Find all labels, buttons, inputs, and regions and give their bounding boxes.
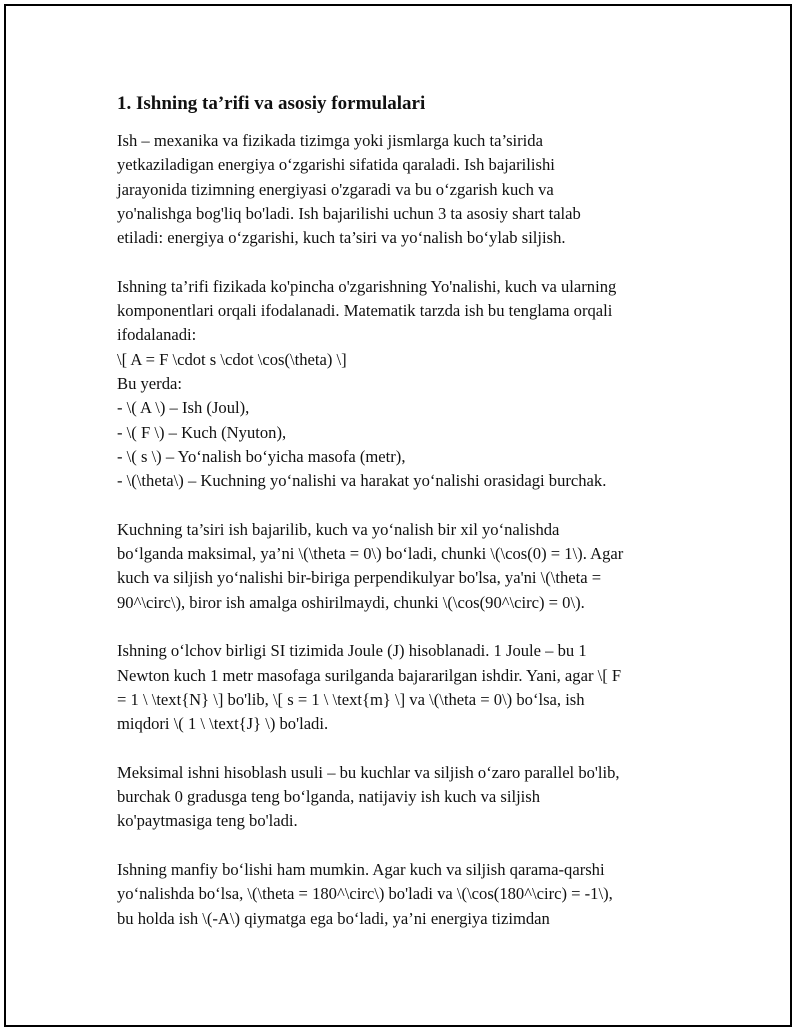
text-line: Meksimal ishni hisoblash usuli – bu kuchlar va siljish o‘zaro parallel bo'lib, bbox=[117, 762, 620, 782]
text-line: jarayonida tizimning energiyasi o'zgaradi va bu o‘zgarish kuch va bbox=[117, 179, 554, 199]
text-line: Ishning ta’rifi fizikada ko'pincha o'zgarishning Yo'nalishi, kuch va ularning bbox=[117, 276, 617, 296]
text-line: \[ A = F \cdot s \cdot \cos(\theta) \] bbox=[117, 349, 347, 369]
paragraph-list bbox=[117, 129, 677, 931]
text-line: komponentlari orqali ifodalanadi. Matematik tarzda ish bu tenglama orqali bbox=[117, 301, 613, 321]
text-line: Newton kuch 1 metr masofaga surilganda bajararilgan ishdir. Yani, agar \[ F bbox=[117, 665, 622, 685]
text-line: - \( F \) – Kuch (Nyuton), bbox=[117, 422, 287, 442]
text-line: Bu yerda: bbox=[117, 373, 182, 393]
paragraph bbox=[117, 518, 677, 615]
paragraph bbox=[117, 761, 677, 834]
text-line: yo'nalishga bog'liq bo'ladi. Ish bajarilishi uchun 3 ta asosiy shart talab bbox=[117, 203, 581, 223]
paragraph bbox=[117, 275, 677, 494]
text-line: - \(\theta\) – Kuchning yo‘nalishi va harakat yo‘nalishi orasidagi burchak. bbox=[117, 471, 607, 491]
text-line: yetkaziladigan energiya o‘zgarishi sifatida qaraladi. Ish bajarilishi bbox=[117, 155, 555, 175]
paragraph bbox=[117, 858, 677, 931]
text-line: burchak 0 gradusga teng bo‘lganda, natijaviy ish kuch va siljish bbox=[117, 787, 541, 807]
text-line: Ishning manfiy bo‘lishi ham mumkin. Agar kuch va siljish qarama-qarshi bbox=[117, 859, 605, 879]
text-line: Ish – mexanika va fizikada tizimga yoki jismlarga kuch ta’sirida bbox=[117, 131, 543, 150]
paragraph bbox=[117, 639, 677, 736]
text-line: Kuchning ta’siri ish bajarilib, kuch va yo‘nalish bir xil yo‘nalishda bbox=[117, 519, 560, 539]
paragraph bbox=[117, 129, 677, 250]
text-line: kuch va siljish yo‘nalishi bir-biriga perpendikulyar bo'lsa, ya'ni \(\theta = bbox=[117, 568, 602, 588]
text-line: yo‘nalishda bo‘lsa, \(\theta = 180^\circ\) bo'ladi va \(\cos(180^\circ) = -1\), bbox=[117, 884, 613, 904]
text-line: = 1 \ \text{N} \] bo'lib, \[ s = 1 \ \text{m} \] va \(\theta = 0\) bo‘lsa, ish bbox=[117, 689, 585, 709]
section-heading: 1. Ishning ta’rifi va asosiy formulalari bbox=[117, 93, 426, 114]
text-line: ifodalanadi: bbox=[117, 325, 197, 345]
text-line: bo‘lganda maksimal, ya’ni \(\theta = 0\) bo‘ladi, chunki \(\cos(0) = 1\). Agar bbox=[117, 544, 624, 564]
text-line: etiladi: energiya o‘zgarishi, kuch ta’siri va yo‘nalish bo‘ylab siljish. bbox=[117, 228, 566, 248]
text-line: 90^\circ\), biror ish amalga oshirilmaydi, chunki \(\cos(90^\circ) = 0\). bbox=[117, 592, 585, 612]
text-line: ko'paytmasiga teng bo'ladi. bbox=[117, 811, 298, 831]
text-line: - \( s \) – Yo‘nalish bo‘yicha masofa (metr), bbox=[117, 446, 406, 466]
text-line: bu holda ish \(-A\) qiymatga ega bo‘ladi, ya’ni energiya tizimdan bbox=[117, 908, 550, 928]
text-line: - \( A \) – Ish (Joul), bbox=[117, 398, 250, 418]
document-body bbox=[117, 92, 677, 955]
text-line: Ishning o‘lchov birligi SI tizimida Joule (J) hisoblanadi. 1 Joule – bu 1 bbox=[117, 641, 587, 661]
text-line: miqdori \( 1 \ \text{J} \) bo'ladi. bbox=[117, 714, 329, 734]
